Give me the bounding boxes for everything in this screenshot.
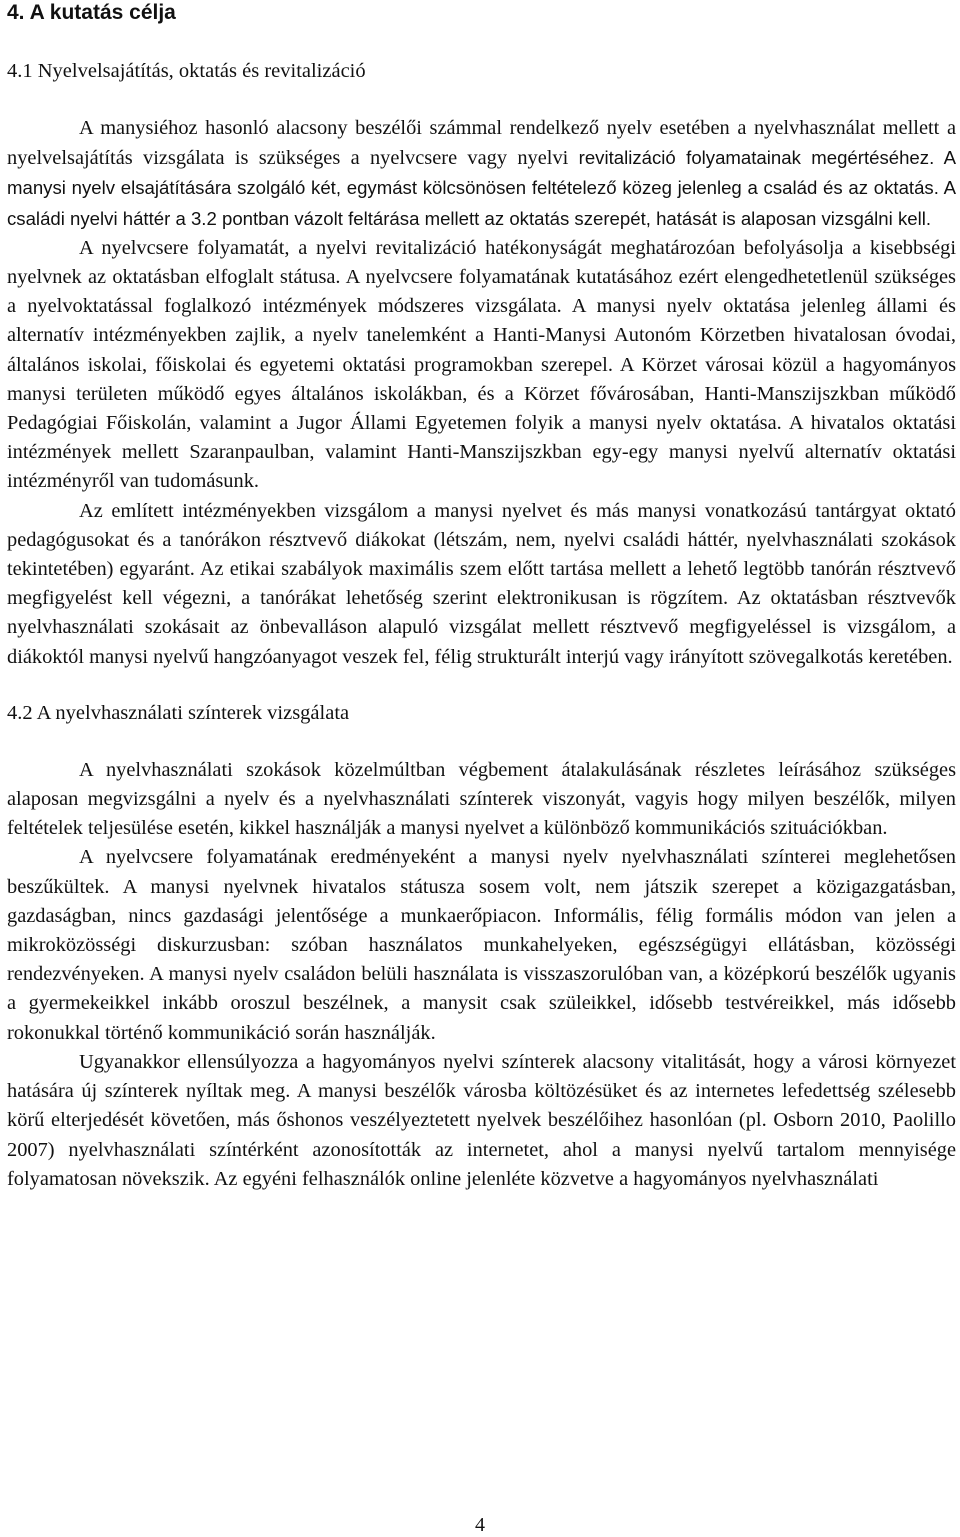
- paragraph-body: revitalizáció folyamatainak megértéséhez. A manysi nyelv elsajátítására szolgáló két, egymást kölcsönösen feltételező közeg jelenleg a család és az oktatás. A családi nyelvi háttér a 3.2 pontban vázolt feltárása mellett az oktatás szerepét, hatását is alaposan vizsgálni kell.: [7, 147, 956, 229]
- paragraph: A nyelvcsere folyamatát, a nyelvi revitalizáció hatékonyságát meghatározóan befolyásolja a kisebbségi nyelvnek az oktatásban elfoglalt státusa. A nyelvcsere folyamatának kutatásához ezért elengedhetetlenül szükséges a nyelvoktatással foglalkozó intézmények módszeres vizsgálata. A manysi nyelv oktatása jelenleg állami és alternatív intézményekben zajlik, a nyelv tanelemként a Hanti-Manysi Autonóm Körzetben hivatalosan óvodai, általános iskolai, főiskolai és egyetemi oktatási programokban szerepel. A Körzet városai közül a hagyományos manysi területen működő egyes általános iskolákban, és a Körzet fővárosában, Hanti-Manszijszkban működő Pedagógiai Főiskolán, valamint a Jugor Állami Egyetemen folyik a manysi nyelv oktatása. A hivatalos oktatási intézmények mellett Szaranpaulban, valamint Hanti-Manszijszkban egy-egy manysi nyelvű alternatív oktatási intézményről van tudomásunk.: [7, 236, 956, 493]
- document-page: [7, 0, 956, 1194]
- paragraph: Az említett intézményekben vizsgálom a manysi nyelvet és más manysi vonatkozású tantárgyat oktató pedagógusokat és a tanórákon résztvevő diákokat (létszám, nem, nyelvi családi háttér, nyelvhasználati szokások tekintetében) egyaránt. Az etikai szabályok maximális szem előtt tartása mellett a lehető legtöbb tanórán résztvevő megfigyelést kell végezni, a tanórákat lehetőség szerint elektronikusan is rögzítem. Az oktatásban résztvevők nyelvhasználati szokásait az önbevalláson alapuló vizsgálat mellett résztvevő megfigyeléssel is vizsgálom, a diákoktól manysi nyelvű hangzóanyagot veszek fel, félig strukturált interjú vagy irányított szövegalkotás keretében.: [7, 499, 956, 668]
- paragraph: A nyelvhasználati szokások közelmúltban végbement átalakulásának részletes leírásához szükséges alaposan megvizsgálni a nyelv és a nyelvhasználati színterek viszonyát, vagyis hogy milyen beszélők, milyen feltételek teljesülése esetén, kikkel használják a manysi nyelvet a különböző kommunikációs szituációkban.: [7, 758, 956, 840]
- paragraph: [7, 114, 956, 234]
- section-heading: 4.1 Nyelvelsajátítás, oktatás és revitalizáció: [7, 60, 366, 82]
- paragraph-lead: A manysiéhoz hasonló alacsony beszélői számmal rendelkező nyelv esetében a nyelvhasználat mellett a nyelvelsajátítás vizsgálata is szükséges a nyelvcsere vagy nyelvi: [7, 117, 956, 170]
- paragraph: A nyelvcsere folyamatának eredményeként a manysi nyelv nyelvhasználati színterei meglehetősen beszűkültek. A manysi nyelvnek hivatalos státusza sosem volt, nem játszik szerepet a közigazgatásban, gazdaságban, nincs gazdasági jelentősége a munkaerőpiacon. Informális, félig formális módon van jelen a mikroközösségi diskurzusban: szóban használatos munkahelyeken, egészségügyi ellátásban, közösségi rendezvényeken. A manysi nyelv családon belüli használata is visszaszorulóban van, a középkorú beszélők ugyanis a gyermekeikkel inkább oroszul beszélnek, a manysit csak szüleikkel, idősebb testvéreikkel, más idősebb rokonukkal történő kommunikáció során használják.: [7, 846, 956, 1044]
- chapter-title: 4. A kutatás célja: [7, 1, 176, 24]
- page-number: 4: [475, 1514, 485, 1536]
- paragraph: Ugyanakkor ellensúlyozza a hagyományos nyelvi színterek alacsony vitalitását, hogy a városi környezet hatására új színterek nyíltak meg. A manysi beszélők városba költözésüket és az internetes lefedettség szélesebb körű elterjedését követően, más őshonos veszélyeztetett nyelvek beszélőihez hasonlóan (pl. Osborn 2010, Paolillo 2007) nyelvhasználati színtérként azonosították az internetet, ahol a manysi nyelvű tartalom mennyisége folyamatosan növekszik. Az egyéni felhasználók online jelenléte közvetve a hagyományos nyelvhasználati: [7, 1050, 956, 1190]
- section-heading: 4.2 A nyelvhasználati színterek vizsgálata: [7, 701, 350, 724]
